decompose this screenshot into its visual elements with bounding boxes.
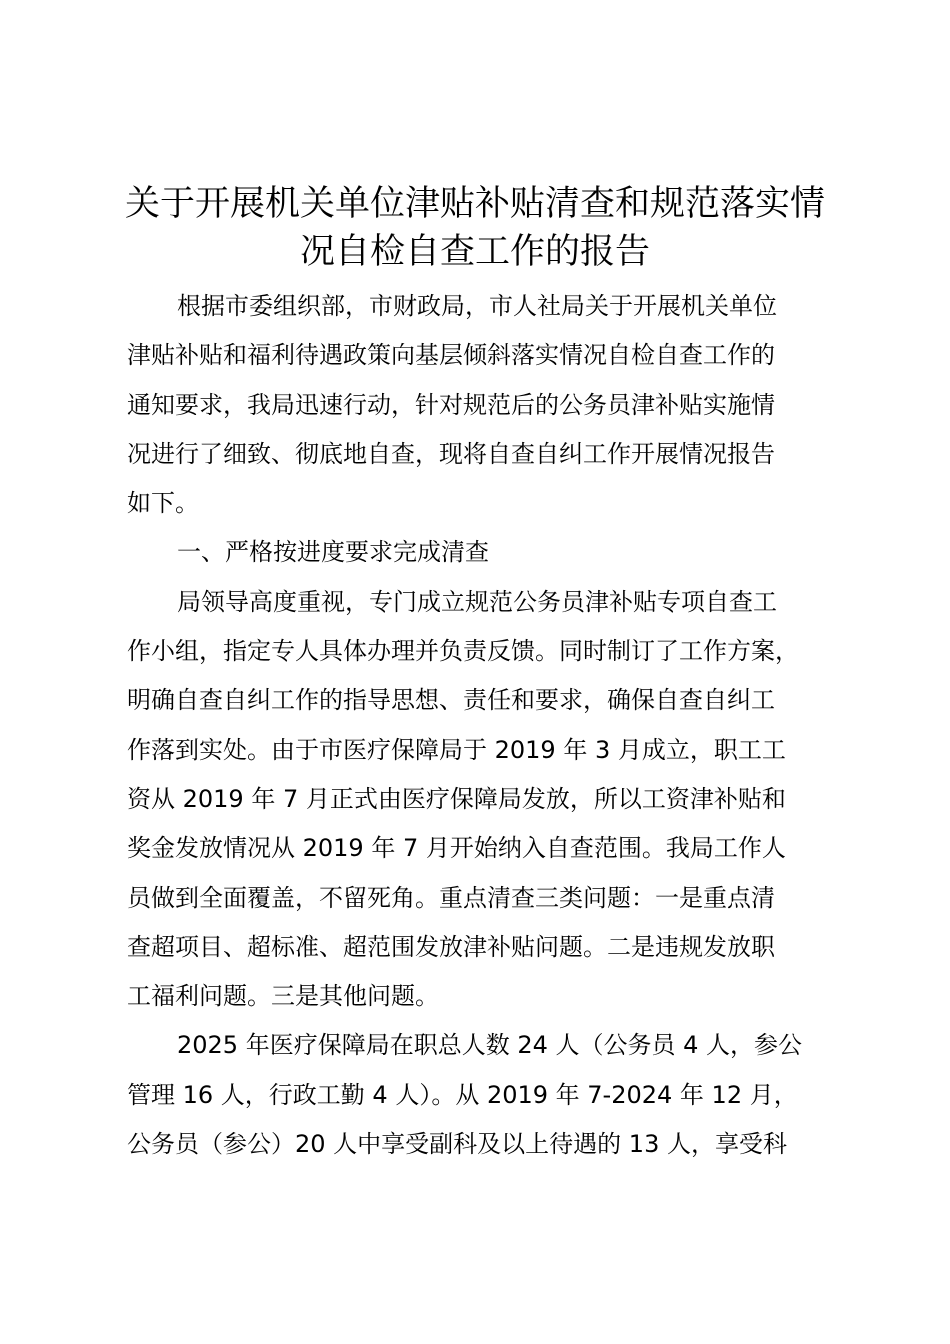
paragraph-line: 资从 2019 年 7 月正式由医疗保障局发放，所以工资津补贴和 (127, 784, 786, 813)
title-line-1: 关于开展机关单位津贴补贴清查和规范落实情 (124, 184, 825, 224)
title-line-2: 况自检自查工作的报告 (299, 232, 650, 272)
paragraph-line: 工福利问题。三是其他问题。 (127, 982, 439, 1011)
paragraph-line: 员做到全面覆盖，不留死角。重点清查三类问题：一是重点清 (127, 883, 775, 912)
paragraph-line: 作小组，指定专人具体办理并负责反馈。同时制订了工作方案， (127, 637, 799, 666)
paragraph-line: 查超项目、超标准、超范围发放津补贴问题。二是违规发放职 (127, 932, 775, 961)
paragraph-line: 管理 16 人，行政工勤 4 人）。从 2019 年 7-2024 年 12 月， (127, 1080, 798, 1109)
paragraph-line: 况进行了细致、彻底地自查，现将自查自纠工作开展情况报告 (127, 439, 775, 468)
paragraph-line: 局领导高度重视，专门成立规范公务员津补贴专项自查工 (177, 587, 777, 616)
paragraph-line: 津贴补贴和福利待遇政策向基层倾斜落实情况自检自查工作的 (127, 341, 775, 370)
paragraph-line: 公务员（参公）20 人中享受副科及以上待遇的 13 人，享受科 (127, 1130, 787, 1159)
paragraph-line: 通知要求，我局迅速行动，针对规范后的公务员津补贴实施情 (127, 390, 775, 419)
paragraph-line: 作落到实处。由于市医疗保障局于 2019 年 3 月成立，职工工 (127, 735, 786, 764)
paragraph-line: 如下。 (127, 489, 199, 518)
document-body (127, 282, 837, 1169)
paragraph-line: 根据市委组织部，市财政局，市人社局关于开展机关单位 (177, 292, 777, 320)
document-title (120, 180, 830, 276)
paragraph-line: 明确自查自纠工作的指导思想、责任和要求，确保自查自纠工 (127, 686, 775, 715)
section-heading: 一、严格按进度要求完成清查 (177, 538, 489, 567)
paragraph-line: 2025 年医疗保障局在职总人数 24 人（公务员 4 人，参公 (177, 1031, 803, 1060)
paragraph-line: 奖金发放情况从 2019 年 7 月开始纳入自查范围。我局工作人 (127, 834, 786, 863)
